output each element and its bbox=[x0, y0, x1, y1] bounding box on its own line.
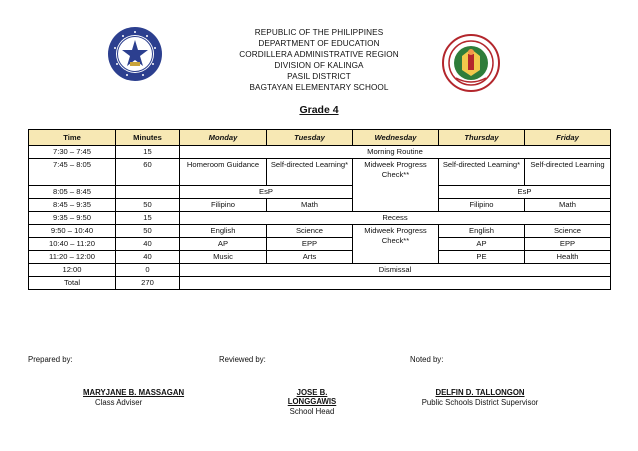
header-line-school: BAGTAYAN ELEMENTARY SCHOOL bbox=[249, 83, 389, 92]
friday-cell: Science bbox=[525, 225, 611, 238]
time-cell: 9:35 – 9:50 bbox=[29, 212, 116, 225]
header-line-republic: REPUBLIC OF THE PHILIPPINES bbox=[254, 28, 384, 37]
time-cell: 7:30 – 7:45 bbox=[29, 146, 116, 159]
esp-cell: EsP bbox=[180, 186, 353, 199]
time-cell: 12:00 bbox=[29, 264, 116, 277]
tuesday-cell: Arts bbox=[267, 251, 353, 264]
header-tuesday: Tuesday bbox=[267, 130, 353, 146]
monday-cell: Homeroom Guidance bbox=[180, 159, 267, 186]
header-line-division: DIVISION OF KALINGA bbox=[274, 61, 364, 70]
noted-signature bbox=[420, 388, 540, 407]
tuesday-cell: EPP bbox=[267, 238, 353, 251]
table-row-total bbox=[29, 277, 611, 290]
total-empty-cell bbox=[180, 277, 611, 290]
minutes-cell: 40 bbox=[116, 238, 180, 251]
grade-title: Grade 4 bbox=[299, 104, 339, 116]
table-row bbox=[29, 212, 611, 225]
friday-cell: Self-directed Learning bbox=[525, 159, 611, 186]
table-row bbox=[29, 264, 611, 277]
tuesday-cell: Science bbox=[267, 225, 353, 238]
wednesday-cell: Midweek Progress Check** bbox=[353, 159, 439, 212]
thursday-cell: Self-directed Learning* bbox=[439, 159, 525, 186]
header-wednesday: Wednesday bbox=[353, 130, 439, 146]
table-row bbox=[29, 146, 611, 159]
monday-cell: Filipino bbox=[180, 199, 267, 212]
minutes-cell: 50 bbox=[116, 225, 180, 238]
time-cell: 8:05 – 8:45 bbox=[29, 186, 116, 199]
friday-cell: Math bbox=[525, 199, 611, 212]
prepared-by-label: Prepared by: bbox=[28, 355, 73, 364]
header-minutes: Minutes bbox=[116, 130, 180, 146]
time-cell: 7:45 – 8:05 bbox=[29, 159, 116, 186]
minutes-cell: 40 bbox=[116, 251, 180, 264]
header-thursday: Thursday bbox=[439, 130, 525, 146]
header-monday: Monday bbox=[180, 130, 267, 146]
table-row bbox=[29, 199, 611, 212]
minutes-cell: 0 bbox=[116, 264, 180, 277]
letterhead bbox=[0, 27, 638, 93]
time-cell: 8:45 – 9:35 bbox=[29, 199, 116, 212]
total-label-cell: Total bbox=[29, 277, 116, 290]
reviewed-name: JOSE B. LONGGAWIS bbox=[287, 388, 337, 406]
table-row bbox=[29, 238, 611, 251]
dismissal-cell: Dismissal bbox=[180, 264, 611, 277]
prepared-role: Class Adviser bbox=[95, 398, 143, 407]
monday-cell: AP bbox=[180, 238, 267, 251]
minutes-cell: 15 bbox=[116, 146, 180, 159]
morning-routine-cell: Morning Routine bbox=[180, 146, 611, 159]
noted-name: DELFIN D. TALLONGON bbox=[435, 388, 525, 397]
table-row bbox=[29, 225, 611, 238]
header-line-region: CORDILLERA ADMINISTRATIVE REGION bbox=[239, 50, 399, 59]
recess-cell: Recess bbox=[180, 212, 611, 225]
thursday-cell: AP bbox=[439, 238, 525, 251]
table-row bbox=[29, 251, 611, 264]
time-cell: 11:20 – 12:00 bbox=[29, 251, 116, 264]
minutes-cell: 15 bbox=[116, 212, 180, 225]
tuesday-cell: Math bbox=[267, 199, 353, 212]
time-cell: 9:50 – 10:40 bbox=[29, 225, 116, 238]
time-cell: 10:40 – 11:20 bbox=[29, 238, 116, 251]
thursday-cell: PE bbox=[439, 251, 525, 264]
table-row bbox=[29, 159, 611, 186]
wednesday-cell: Midweek Progress Check** bbox=[353, 225, 439, 264]
reviewed-signature bbox=[272, 388, 352, 416]
esp-cell: EsP bbox=[439, 186, 611, 199]
header-line-department: DEPARTMENT OF EDUCATION bbox=[258, 39, 380, 48]
thursday-cell: English bbox=[439, 225, 525, 238]
monday-cell: English bbox=[180, 225, 267, 238]
prepared-name: MARYJANE B. MASSAGAN bbox=[83, 388, 185, 397]
minutes-cell: 50 bbox=[116, 199, 180, 212]
header-time: Time bbox=[29, 130, 116, 146]
table-row bbox=[29, 186, 611, 199]
monday-cell: Music bbox=[180, 251, 267, 264]
minutes-cell bbox=[116, 186, 180, 199]
total-minutes-cell: 270 bbox=[116, 277, 180, 290]
noted-role: Public Schools District Supervisor bbox=[421, 398, 539, 407]
friday-cell: EPP bbox=[525, 238, 611, 251]
reviewed-by-label: Reviewed by: bbox=[219, 355, 266, 364]
class-schedule-table bbox=[28, 129, 611, 290]
table-header-row bbox=[29, 130, 611, 146]
friday-cell: Health bbox=[525, 251, 611, 264]
tuesday-cell: Self-directed Learning* bbox=[267, 159, 353, 186]
reviewed-role: School Head bbox=[289, 407, 335, 416]
thursday-cell: Filipino bbox=[439, 199, 525, 212]
minutes-cell: 60 bbox=[116, 159, 180, 186]
header-friday: Friday bbox=[525, 130, 611, 146]
prepared-signature bbox=[83, 388, 184, 407]
header-line-district: PASIL DISTRICT bbox=[287, 72, 351, 81]
noted-by-label: Noted by: bbox=[410, 355, 444, 364]
